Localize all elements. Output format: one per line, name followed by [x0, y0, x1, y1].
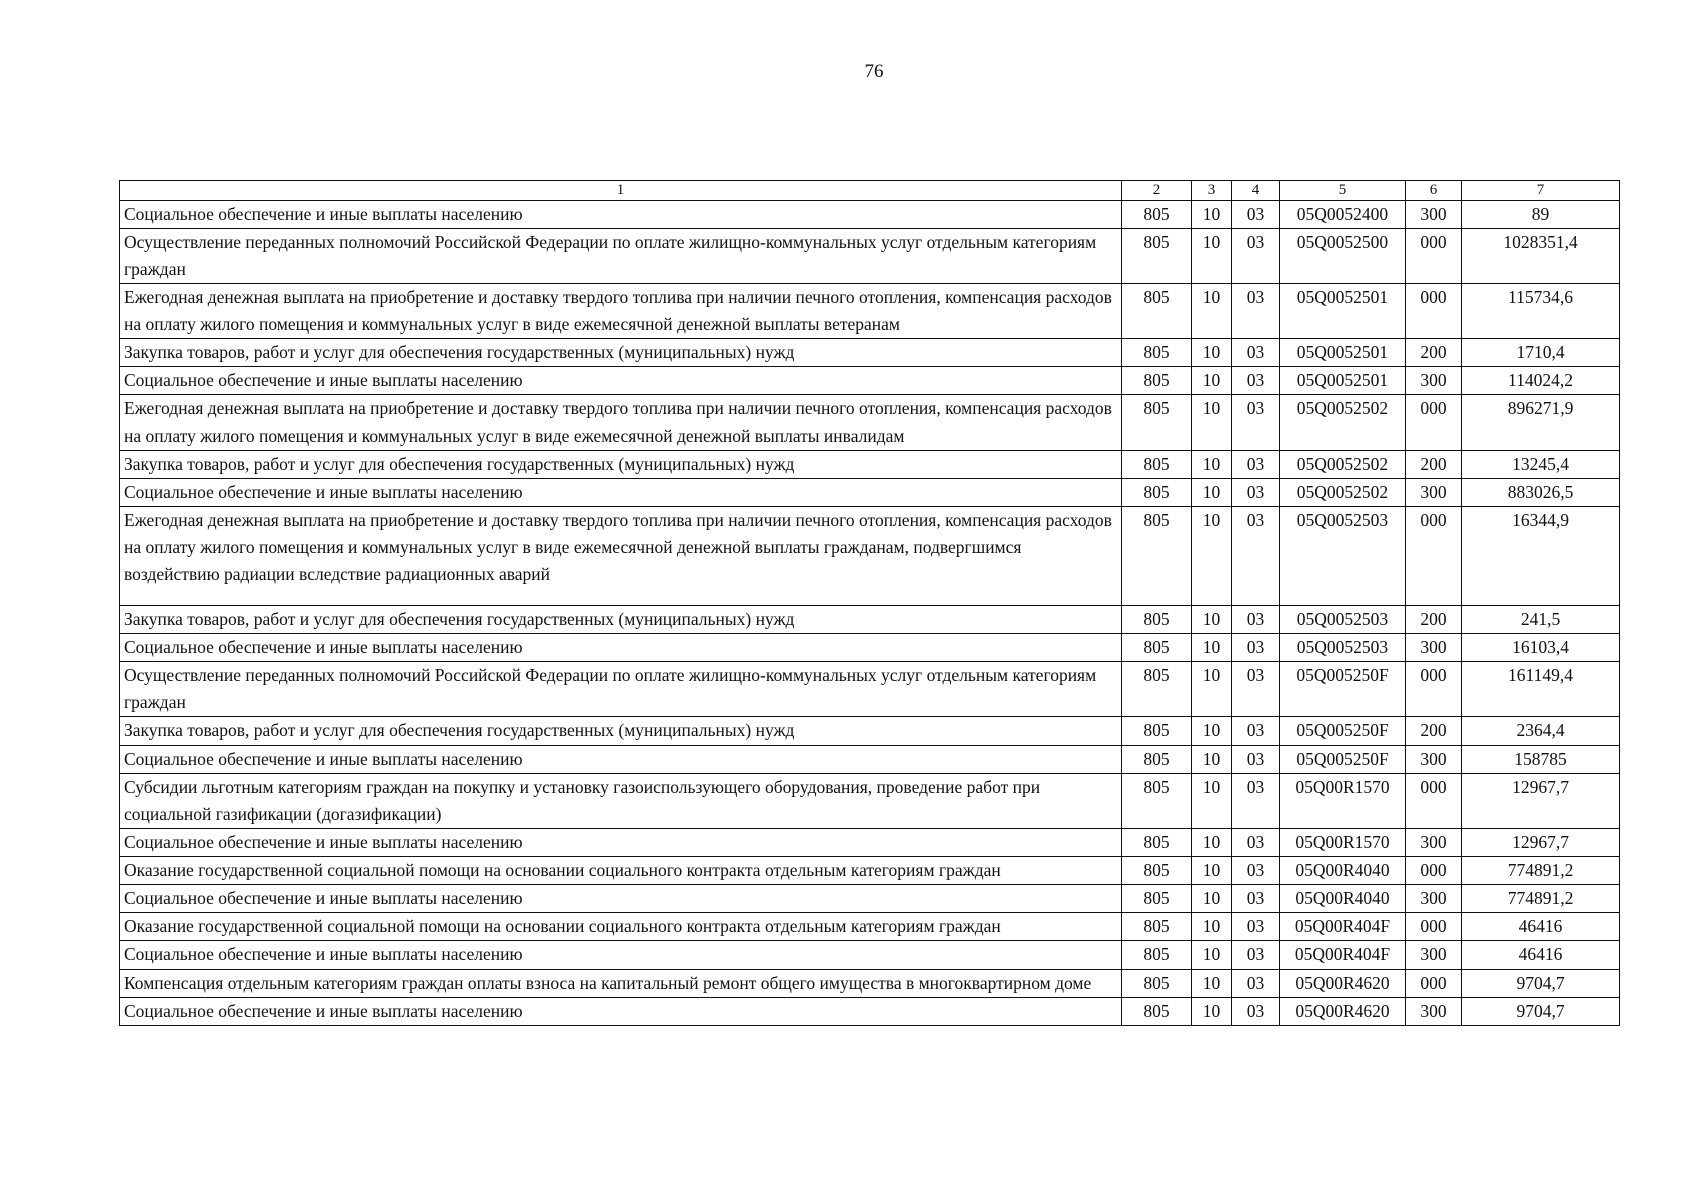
ministry-code-cell: 805: [1122, 969, 1192, 997]
ministry-code-cell: 805: [1122, 662, 1192, 717]
table-row: [120, 605, 1620, 633]
expense-type-cell: 000: [1406, 773, 1462, 828]
column-header-1: 1: [120, 181, 1122, 201]
ministry-code-cell: 805: [1122, 941, 1192, 969]
amount-cell: 115734,6: [1462, 283, 1620, 338]
target-article-cell: 05Q0052502: [1280, 395, 1406, 450]
section-code-cell: 10: [1192, 506, 1232, 605]
table-row: [120, 745, 1620, 773]
section-code-cell: 10: [1192, 634, 1232, 662]
table-row: [120, 634, 1620, 662]
table-header-row: [120, 181, 1620, 201]
item-name-cell: Социальное обеспечение и иные выплаты населению: [120, 941, 1122, 969]
section-code-cell: 10: [1192, 828, 1232, 856]
ministry-code-cell: 805: [1122, 913, 1192, 941]
subsection-code-cell: 03: [1232, 395, 1280, 450]
subsection-code-cell: 03: [1232, 450, 1280, 478]
table-row: [120, 395, 1620, 450]
item-name-cell: Социальное обеспечение и иные выплаты населению: [120, 367, 1122, 395]
item-name-cell: Социальное обеспечение и иные выплаты населению: [120, 634, 1122, 662]
ministry-code-cell: 805: [1122, 828, 1192, 856]
target-article-cell: 05Q00R4620: [1280, 969, 1406, 997]
table-row: [120, 339, 1620, 367]
subsection-code-cell: 03: [1232, 339, 1280, 367]
target-article-cell: 05Q0052400: [1280, 200, 1406, 228]
section-code-cell: 10: [1192, 857, 1232, 885]
subsection-code-cell: 03: [1232, 228, 1280, 283]
item-name-cell: Ежегодная денежная выплата на приобретение и доставку твердого топлива при наличии печного отопления, компенсация расходов на оплату жилого помещения и коммунальных услуг в виде ежемесячной денежной выплаты ветеранам: [120, 283, 1122, 338]
ministry-code-cell: 805: [1122, 634, 1192, 662]
ministry-code-cell: 805: [1122, 200, 1192, 228]
ministry-code-cell: 805: [1122, 506, 1192, 605]
section-code-cell: 10: [1192, 283, 1232, 338]
expense-type-cell: 300: [1406, 745, 1462, 773]
subsection-code-cell: 03: [1232, 662, 1280, 717]
ministry-code-cell: 805: [1122, 885, 1192, 913]
section-code-cell: 10: [1192, 773, 1232, 828]
section-code-cell: 10: [1192, 997, 1232, 1025]
section-code-cell: 10: [1192, 662, 1232, 717]
section-code-cell: 10: [1192, 969, 1232, 997]
section-code-cell: 10: [1192, 450, 1232, 478]
table-row: [120, 200, 1620, 228]
section-code-cell: 10: [1192, 941, 1232, 969]
table-row: [120, 283, 1620, 338]
expense-type-cell: 000: [1406, 395, 1462, 450]
target-article-cell: 05Q00R4040: [1280, 857, 1406, 885]
section-code-cell: 10: [1192, 913, 1232, 941]
amount-cell: 883026,5: [1462, 478, 1620, 506]
item-name-cell: Закупка товаров, работ и услуг для обеспечения государственных (муниципальных) нужд: [120, 339, 1122, 367]
ministry-code-cell: 805: [1122, 605, 1192, 633]
expense-type-cell: 000: [1406, 506, 1462, 605]
subsection-code-cell: 03: [1232, 969, 1280, 997]
section-code-cell: 10: [1192, 395, 1232, 450]
target-article-cell: 05Q005250F: [1280, 662, 1406, 717]
subsection-code-cell: 03: [1232, 913, 1280, 941]
target-article-cell: 05Q00R4620: [1280, 997, 1406, 1025]
table-row: [120, 913, 1620, 941]
column-header-3: 3: [1192, 181, 1232, 201]
item-name-cell: Ежегодная денежная выплата на приобретение и доставку твердого топлива при наличии печного отопления, компенсация расходов на оплату жилого помещения и коммунальных услуг в виде ежемесячной денежной выплаты инвалидам: [120, 395, 1122, 450]
amount-cell: 114024,2: [1462, 367, 1620, 395]
item-name-cell: Закупка товаров, работ и услуг для обеспечения государственных (муниципальных) нужд: [120, 450, 1122, 478]
page-number: 76: [864, 61, 884, 82]
column-header-7: 7: [1462, 181, 1620, 201]
target-article-cell: 05Q0052502: [1280, 450, 1406, 478]
item-name-cell: Субсидии льготным категориям граждан на покупку и установку газоиспользующего оборудования, проведение работ при социальной газификации (догазификации): [120, 773, 1122, 828]
target-article-cell: 05Q0052503: [1280, 506, 1406, 605]
amount-cell: 896271,9: [1462, 395, 1620, 450]
subsection-code-cell: 03: [1232, 605, 1280, 633]
expense-type-cell: 300: [1406, 478, 1462, 506]
table-row: [120, 969, 1620, 997]
ministry-code-cell: 805: [1122, 228, 1192, 283]
ministry-code-cell: 805: [1122, 745, 1192, 773]
amount-cell: 12967,7: [1462, 828, 1620, 856]
target-article-cell: 05Q0052501: [1280, 367, 1406, 395]
table-row: [120, 228, 1620, 283]
item-name-cell: Социальное обеспечение и иные выплаты населению: [120, 745, 1122, 773]
expense-type-cell: 000: [1406, 228, 1462, 283]
item-name-cell: Закупка товаров, работ и услуг для обеспечения государственных (муниципальных) нужд: [120, 717, 1122, 745]
item-name-cell: Социальное обеспечение и иные выплаты населению: [120, 885, 1122, 913]
target-article-cell: 05Q0052503: [1280, 605, 1406, 633]
amount-cell: 12967,7: [1462, 773, 1620, 828]
table-row: [120, 941, 1620, 969]
expense-type-cell: 300: [1406, 885, 1462, 913]
amount-cell: 774891,2: [1462, 857, 1620, 885]
amount-cell: 241,5: [1462, 605, 1620, 633]
expense-type-cell: 200: [1406, 450, 1462, 478]
table-row: [120, 367, 1620, 395]
target-article-cell: 05Q0052501: [1280, 339, 1406, 367]
ministry-code-cell: 805: [1122, 367, 1192, 395]
expense-type-cell: 300: [1406, 941, 1462, 969]
subsection-code-cell: 03: [1232, 717, 1280, 745]
subsection-code-cell: 03: [1232, 885, 1280, 913]
amount-cell: 16103,4: [1462, 634, 1620, 662]
expense-type-cell: 300: [1406, 828, 1462, 856]
subsection-code-cell: 03: [1232, 506, 1280, 605]
section-code-cell: 10: [1192, 339, 1232, 367]
table-row: [120, 773, 1620, 828]
subsection-code-cell: 03: [1232, 997, 1280, 1025]
section-code-cell: 10: [1192, 605, 1232, 633]
subsection-code-cell: 03: [1232, 367, 1280, 395]
amount-cell: 16344,9: [1462, 506, 1620, 605]
target-article-cell: 05Q00R1570: [1280, 828, 1406, 856]
target-article-cell: 05Q00R1570: [1280, 773, 1406, 828]
item-name-cell: Компенсация отдельным категориям граждан оплаты взноса на капитальный ремонт общего имущества в многоквартирном доме: [120, 969, 1122, 997]
section-code-cell: 10: [1192, 885, 1232, 913]
subsection-code-cell: 03: [1232, 828, 1280, 856]
expense-type-cell: 000: [1406, 857, 1462, 885]
expense-type-cell: 300: [1406, 634, 1462, 662]
expense-type-cell: 300: [1406, 367, 1462, 395]
expense-type-cell: 200: [1406, 339, 1462, 367]
target-article-cell: 05Q00R404F: [1280, 941, 1406, 969]
item-name-cell: Ежегодная денежная выплата на приобретение и доставку твердого топлива при наличии печного отопления, компенсация расходов на оплату жилого помещения и коммунальных услуг в виде ежемесячной денежной выплаты гражданам, подвергшимся воздействию радиации вследствие радиационных аварий: [120, 506, 1122, 605]
column-header-5: 5: [1280, 181, 1406, 201]
subsection-code-cell: 03: [1232, 283, 1280, 338]
subsection-code-cell: 03: [1232, 478, 1280, 506]
column-header-4: 4: [1232, 181, 1280, 201]
target-article-cell: 05Q0052502: [1280, 478, 1406, 506]
target-article-cell: 05Q0052503: [1280, 634, 1406, 662]
target-article-cell: 05Q00R404F: [1280, 913, 1406, 941]
target-article-cell: 05Q0052500: [1280, 228, 1406, 283]
subsection-code-cell: 03: [1232, 745, 1280, 773]
amount-cell: 46416: [1462, 941, 1620, 969]
amount-cell: 158785: [1462, 745, 1620, 773]
subsection-code-cell: 03: [1232, 200, 1280, 228]
table-row: [120, 997, 1620, 1025]
expense-type-cell: 000: [1406, 283, 1462, 338]
item-name-cell: Социальное обеспечение и иные выплаты населению: [120, 478, 1122, 506]
amount-cell: 1028351,4: [1462, 228, 1620, 283]
item-name-cell: Осуществление переданных полномочий Российской Федерации по оплате жилищно-коммунальных услуг отдельным категориям граждан: [120, 662, 1122, 717]
item-name-cell: Социальное обеспечение и иные выплаты населению: [120, 200, 1122, 228]
table-row: [120, 506, 1620, 605]
ministry-code-cell: 805: [1122, 283, 1192, 338]
table-row: [120, 885, 1620, 913]
target-article-cell: 05Q005250F: [1280, 745, 1406, 773]
target-article-cell: 05Q0052501: [1280, 283, 1406, 338]
expense-type-cell: 300: [1406, 200, 1462, 228]
section-code-cell: 10: [1192, 478, 1232, 506]
amount-cell: 1710,4: [1462, 339, 1620, 367]
amount-cell: 9704,7: [1462, 997, 1620, 1025]
subsection-code-cell: 03: [1232, 773, 1280, 828]
ministry-code-cell: 805: [1122, 478, 1192, 506]
amount-cell: 161149,4: [1462, 662, 1620, 717]
subsection-code-cell: 03: [1232, 941, 1280, 969]
ministry-code-cell: 805: [1122, 857, 1192, 885]
amount-cell: 89: [1462, 200, 1620, 228]
section-code-cell: 10: [1192, 200, 1232, 228]
ministry-code-cell: 805: [1122, 339, 1192, 367]
ministry-code-cell: 805: [1122, 773, 1192, 828]
section-code-cell: 10: [1192, 367, 1232, 395]
ministry-code-cell: 805: [1122, 395, 1192, 450]
table-row: [120, 828, 1620, 856]
column-header-2: 2: [1122, 181, 1192, 201]
expense-type-cell: 000: [1406, 662, 1462, 717]
expense-type-cell: 300: [1406, 997, 1462, 1025]
expense-type-cell: 000: [1406, 969, 1462, 997]
table-row: [120, 662, 1620, 717]
budget-table: [119, 180, 1620, 1026]
amount-cell: 774891,2: [1462, 885, 1620, 913]
table-row: [120, 717, 1620, 745]
amount-cell: 13245,4: [1462, 450, 1620, 478]
subsection-code-cell: 03: [1232, 634, 1280, 662]
expense-type-cell: 000: [1406, 913, 1462, 941]
item-name-cell: Оказание государственной социальной помощи на основании социального контракта отдельным категориям граждан: [120, 857, 1122, 885]
amount-cell: 46416: [1462, 913, 1620, 941]
section-code-cell: 10: [1192, 745, 1232, 773]
item-name-cell: Социальное обеспечение и иные выплаты населению: [120, 997, 1122, 1025]
table-row: [120, 450, 1620, 478]
item-name-cell: Социальное обеспечение и иные выплаты населению: [120, 828, 1122, 856]
item-name-cell: Оказание государственной социальной помощи на основании социального контракта отдельным категориям граждан: [120, 913, 1122, 941]
ministry-code-cell: 805: [1122, 717, 1192, 745]
amount-cell: 2364,4: [1462, 717, 1620, 745]
ministry-code-cell: 805: [1122, 997, 1192, 1025]
expense-type-cell: 200: [1406, 605, 1462, 633]
amount-cell: 9704,7: [1462, 969, 1620, 997]
ministry-code-cell: 805: [1122, 450, 1192, 478]
subsection-code-cell: 03: [1232, 857, 1280, 885]
item-name-cell: Закупка товаров, работ и услуг для обеспечения государственных (муниципальных) нужд: [120, 605, 1122, 633]
section-code-cell: 10: [1192, 717, 1232, 745]
expense-type-cell: 200: [1406, 717, 1462, 745]
item-name-cell: Осуществление переданных полномочий Российской Федерации по оплате жилищно-коммунальных услуг отдельным категориям граждан: [120, 228, 1122, 283]
target-article-cell: 05Q00R4040: [1280, 885, 1406, 913]
table-row: [120, 857, 1620, 885]
column-header-6: 6: [1406, 181, 1462, 201]
table-row: [120, 478, 1620, 506]
target-article-cell: 05Q005250F: [1280, 717, 1406, 745]
section-code-cell: 10: [1192, 228, 1232, 283]
